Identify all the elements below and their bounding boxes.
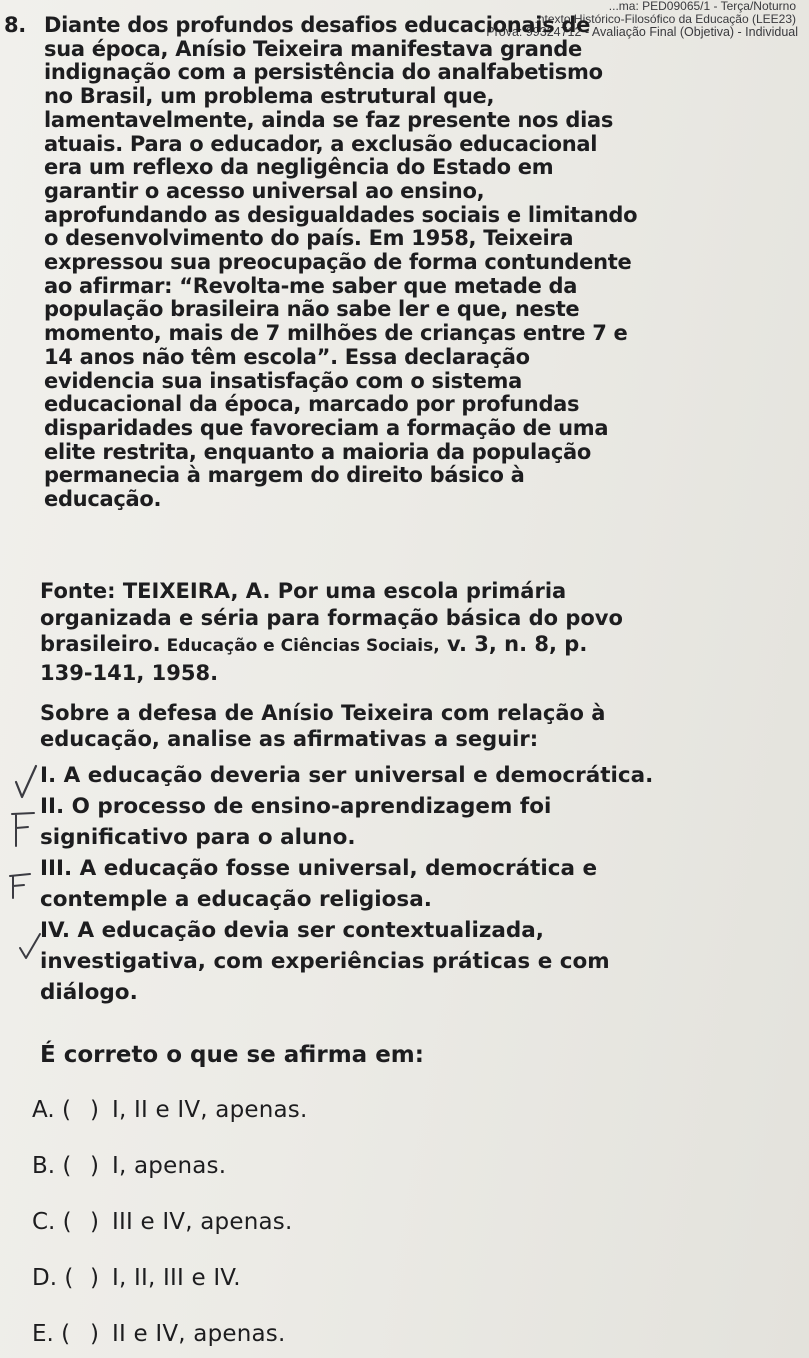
source-journal: Educação e Ciências Sociais, [160, 636, 440, 656]
option-letter: D. ( [32, 1265, 74, 1291]
option-text: II e IV, apenas. [112, 1321, 286, 1347]
statement-line: III. A educação fosse universal, democrática e [40, 856, 598, 881]
handwritten-f-mark-statement-3 [10, 874, 30, 898]
answer-option-d[interactable] [32, 1263, 792, 1319]
option-text: I, II e IV, apenas. [112, 1097, 308, 1123]
statement-line: I. A educação deveria ser universal e democrática. [40, 763, 654, 788]
option-letter: B. ( [32, 1153, 72, 1179]
question-line: era um reflexo da negligência do Estado em [44, 155, 554, 180]
option-paren-close: ) [90, 1153, 99, 1179]
option-text: I, apenas. [112, 1153, 227, 1179]
header-exam-line: Prova: 99324712 - Avaliação Final (Objetiva) - Individual [486, 25, 798, 39]
source-line: 139-141, 1958. [40, 660, 219, 685]
header-subject-line: ...ntexto Histórico-Filosófico da Educação (LEE23) [527, 12, 796, 26]
question-line: ao afirmar: “Revolta-me saber que metade da [44, 273, 578, 298]
question-line: educação. [44, 487, 162, 512]
statement-line: contemple a educação religiosa. [40, 887, 432, 912]
handwritten-check-mark-statement-4 [20, 934, 40, 958]
question-line: aprofundando as desigualdades sociais e limitando [44, 202, 638, 227]
question-line: indignação com a persistência do analfabetismo [44, 60, 603, 85]
statement-line: IV. A educação devia ser contextualizada, [40, 918, 544, 943]
question-line: expressou sua preocupação de forma contundente [44, 250, 632, 275]
option-letter: A. ( [32, 1097, 71, 1123]
statement-line: investigativa, com experiências práticas e com [40, 949, 610, 974]
question-line: momento, mais de 7 milhões de crianças entre 7 e [44, 321, 628, 346]
answer-option-a[interactable] [32, 1095, 792, 1151]
question-line: atuais. Para o educador, a exclusão educacional [44, 131, 598, 156]
answer-option-b[interactable] [32, 1151, 792, 1207]
answer-prompt: É correto o que se afirma em: [40, 1042, 424, 1068]
statement-line: diálogo. [40, 980, 138, 1005]
statements-prompt [40, 700, 800, 752]
question-line: lamentavelmente, ainda se faz presente nos dias [44, 107, 614, 132]
question-body [4, 13, 804, 512]
statement-line: significativo para o aluno. [40, 825, 356, 850]
statements-list [40, 760, 805, 1008]
option-paren-close: ) [90, 1097, 99, 1123]
question-line: disparidades que favoreciam a formação de uma [44, 415, 609, 440]
question-line: 14 anos não têm escola”. Essa declaração [44, 344, 530, 369]
question-line: no Brasil, um problema estrutural que, [44, 84, 495, 109]
source-line [40, 631, 800, 660]
question-line: garantir o acesso universal ao ensino, [44, 178, 485, 203]
option-letter: C. ( [32, 1209, 72, 1235]
question-line: evidencia sua insatisfação com o sistema [44, 368, 522, 393]
option-letter: E. ( [32, 1321, 71, 1347]
question-line: educacional da época, marcado por profundas [44, 392, 580, 417]
answer-option-e[interactable] [32, 1319, 792, 1358]
option-paren-close: ) [90, 1321, 99, 1347]
header-course-line: ...ma: PED09065/1 - Terça/Noturno [608, 0, 796, 13]
source-fragment: brasileiro. [40, 632, 161, 656]
source-fragment: v. 3, n. 8, p. [439, 632, 588, 656]
option-text: I, II, III e IV. [112, 1265, 241, 1291]
source-line: Fonte: TEIXEIRA, A. Por uma escola primária [40, 579, 567, 603]
prompt-line: Sobre a defesa de Anísio Teixeira com relação à [40, 701, 606, 725]
answer-option-c[interactable] [32, 1207, 792, 1263]
option-paren-close: ) [90, 1265, 99, 1291]
question-line: sua época, Anísio Teixeira manifestava grande [44, 36, 582, 61]
source-line: organizada e séria para formação básica do povo [40, 605, 623, 630]
answer-options [32, 1095, 792, 1358]
question-number: 8. [4, 13, 26, 37]
question-line: Diante dos profundos desafios educacionais de [44, 13, 591, 37]
source-citation [40, 578, 800, 686]
question-line: permanecia à margem do direito básico à [44, 463, 525, 488]
option-paren-close: ) [90, 1209, 99, 1235]
handwritten-f-mark-statement-2 [12, 813, 34, 846]
statement-line: II. O processo de ensino-aprendizagem foi [40, 794, 552, 819]
question-line: elite restrita, enquanto a maioria da população [44, 439, 591, 464]
question-line: população brasileira não sabe ler e que, neste [44, 297, 580, 322]
option-text: III e IV, apenas. [112, 1209, 293, 1235]
handwritten-check-mark-statement-1 [16, 766, 36, 797]
prompt-line: educação, analise as afirmativas a seguir: [40, 727, 539, 751]
question-line: o desenvolvimento do país. Em 1958, Teixeira [44, 226, 574, 251]
